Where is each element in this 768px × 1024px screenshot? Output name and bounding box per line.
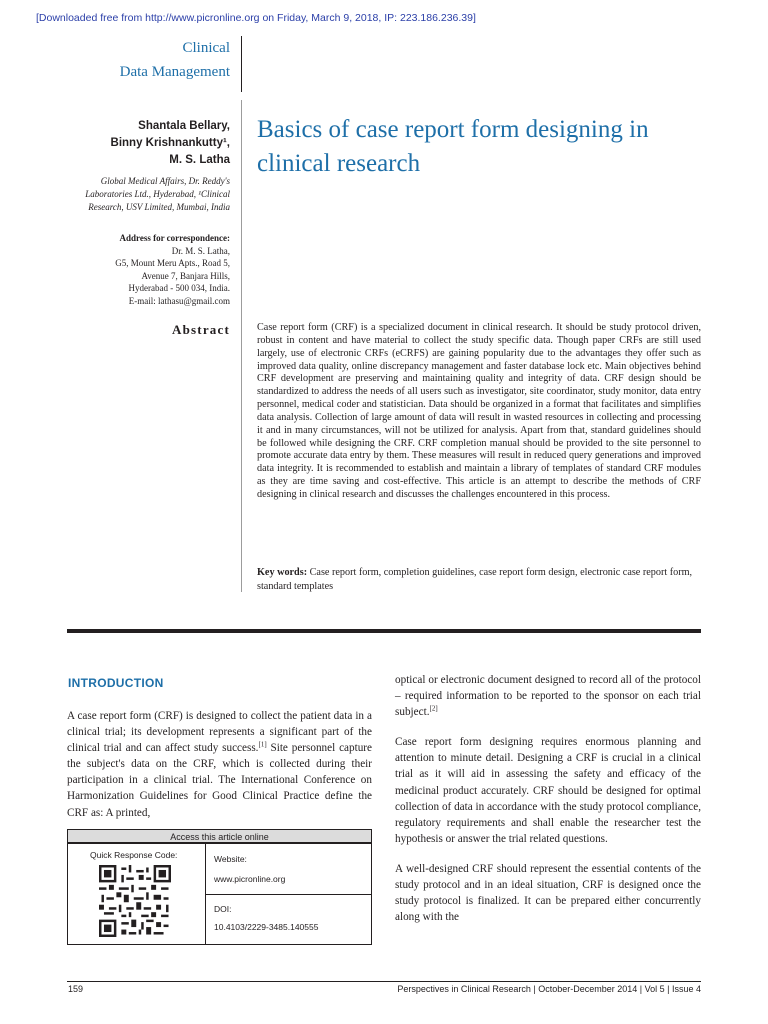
- correspondence-label: Address for correspondence:: [119, 233, 230, 243]
- abstract-text: Case report form (CRF) is a specialized document in clinical research. It should be study protocol driven, robust in content and have material to collect the study specific data. Though paper CRFs are still used largely, use of electronic CRFs (eCRFS) are gaining popularity due to the advantages they offer such as improved data quality, online discrepancy management and faster database lock etc. Main objectives behind CRF development are preserving and maintaining quality and integrity of data. CRF design should be standardized to address the needs of all users such as investigator, site coordinator, study monitor, data entry personnel, medical coder and statistician. Data should be organized in a format that facilitates and simplifies data analysis. Collection of large amount of data will result in wasted resources in collecting and processing it and in many circumstances, will not be utilized for analysis. Apart from that, standard guidelines should be followed while designing the CRF. CRF completion manual should be provided to the site personnel to promote accurate data entry by them. These measures will result in reduced query generations and improved data integrity. It is recommended to establish and maintain a library of templates of standard CRF modules as they are time saving and cost-effective. This article is an attempt to describe the methods of CRF designing in clinical research and discusses the challenges encountered in this process.: [257, 322, 701, 500]
- download-notice: [Downloaded free from http://www.picronline.org on Friday, March 9, 2018, IP: 223.186.236.39]: [36, 12, 476, 24]
- website-link[interactable]: www.picronline.org: [214, 874, 286, 884]
- paragraph: [67, 708, 372, 821]
- qr-label: Quick Response Code:: [90, 850, 178, 860]
- journal-footer: Perspectives in Clinical Research | October-December 2014 | Vol 5 | Issue 4: [397, 984, 701, 994]
- doi-link[interactable]: 10.4103/2229-3485.140555: [214, 922, 319, 932]
- author: Binny Krishnankutty¹,: [110, 137, 230, 149]
- correspondence-block: [55, 232, 230, 307]
- keywords: [257, 566, 701, 594]
- article-title: Basics of case report form designing in clinical research: [257, 116, 649, 177]
- introduction-heading: INTRODUCTION: [68, 676, 164, 690]
- correspondence-email[interactable]: E-mail: lathasu@gmail.com: [128, 295, 230, 306]
- correspondence-line: Dr. M. S. Latha,: [171, 245, 230, 256]
- paragraph: Case report form designing requires enormous planning and attention to minute detail. Designing a CRF is crucial in a clinical trial as it will aid in assessing the safety and efficacy of the medicinal product accurately. CRF should be designed for optimal collection of data in accordance with the study protocol compliance, regulatory requirements and shall enable the researcher test the hypothesis or answer the trial related questions.: [395, 736, 701, 845]
- paragraph-text: optical or electronic document designed to record all of the protocol – required information to be reported to the sponsor on each trial subject.: [395, 674, 701, 719]
- citation-ref[interactable]: [1]: [258, 740, 267, 749]
- correspondence-line: Avenue 7, Banjara Hills,: [141, 270, 230, 281]
- header-divider: [241, 36, 242, 92]
- author: M. S. Latha: [169, 154, 230, 166]
- access-box-rule: [205, 894, 372, 895]
- section-rule: [67, 629, 701, 633]
- paragraph-text: A case report form (CRF) is designed to collect the patient data in a clinical trial; its development represents a significant part of the clinical trial and can affect study success.: [67, 710, 372, 755]
- doi-label: DOI:: [214, 904, 232, 914]
- access-box-header: Access this article online: [67, 829, 372, 843]
- abstract-heading: Abstract: [172, 322, 230, 337]
- correspondence-line: Hyderabad - 500 034, India.: [128, 283, 230, 293]
- section-label-line2: Data Management: [119, 64, 230, 80]
- column-divider: [241, 100, 242, 592]
- paragraph: A well-designed CRF should represent the essential contents of the study protocol and in an ideal situation, CRF is designed once the study protocol is finalized. It can be prepared either concurrently along with the: [395, 862, 701, 924]
- citation-ref[interactable]: [2]: [429, 704, 438, 713]
- section-label-line1: Clinical: [182, 40, 230, 56]
- affiliation: Global Medical Affairs, Dr. Reddy's Laboratories Ltd., Hyderabad, ¹Clinical Research, USV Limited, Mumbai, India: [85, 176, 230, 212]
- keywords-label: Key words:: [257, 567, 308, 578]
- footer-rule: [67, 981, 701, 982]
- keywords-text: Case report form, completion guidelines, case report form design, electronic case report form, standard templates: [257, 567, 693, 592]
- right-column: [395, 672, 701, 939]
- author: Shantala Bellary,: [138, 120, 230, 132]
- paragraph: [395, 672, 701, 720]
- qr-code-icon[interactable]: [99, 865, 171, 937]
- page-number: 159: [68, 984, 84, 994]
- paragraph-text: Site personnel capture the subject's data on the CRF, which is collected during their participation in a clinical trial. The International Conference on Harmonization Guidelines for Good Clinical Practice define the CRF as: A printed,: [67, 742, 372, 819]
- correspondence-line: G5, Mount Meru Apts., Road 5,: [115, 258, 230, 268]
- left-column: [67, 708, 372, 835]
- website-label: Website:: [214, 854, 247, 864]
